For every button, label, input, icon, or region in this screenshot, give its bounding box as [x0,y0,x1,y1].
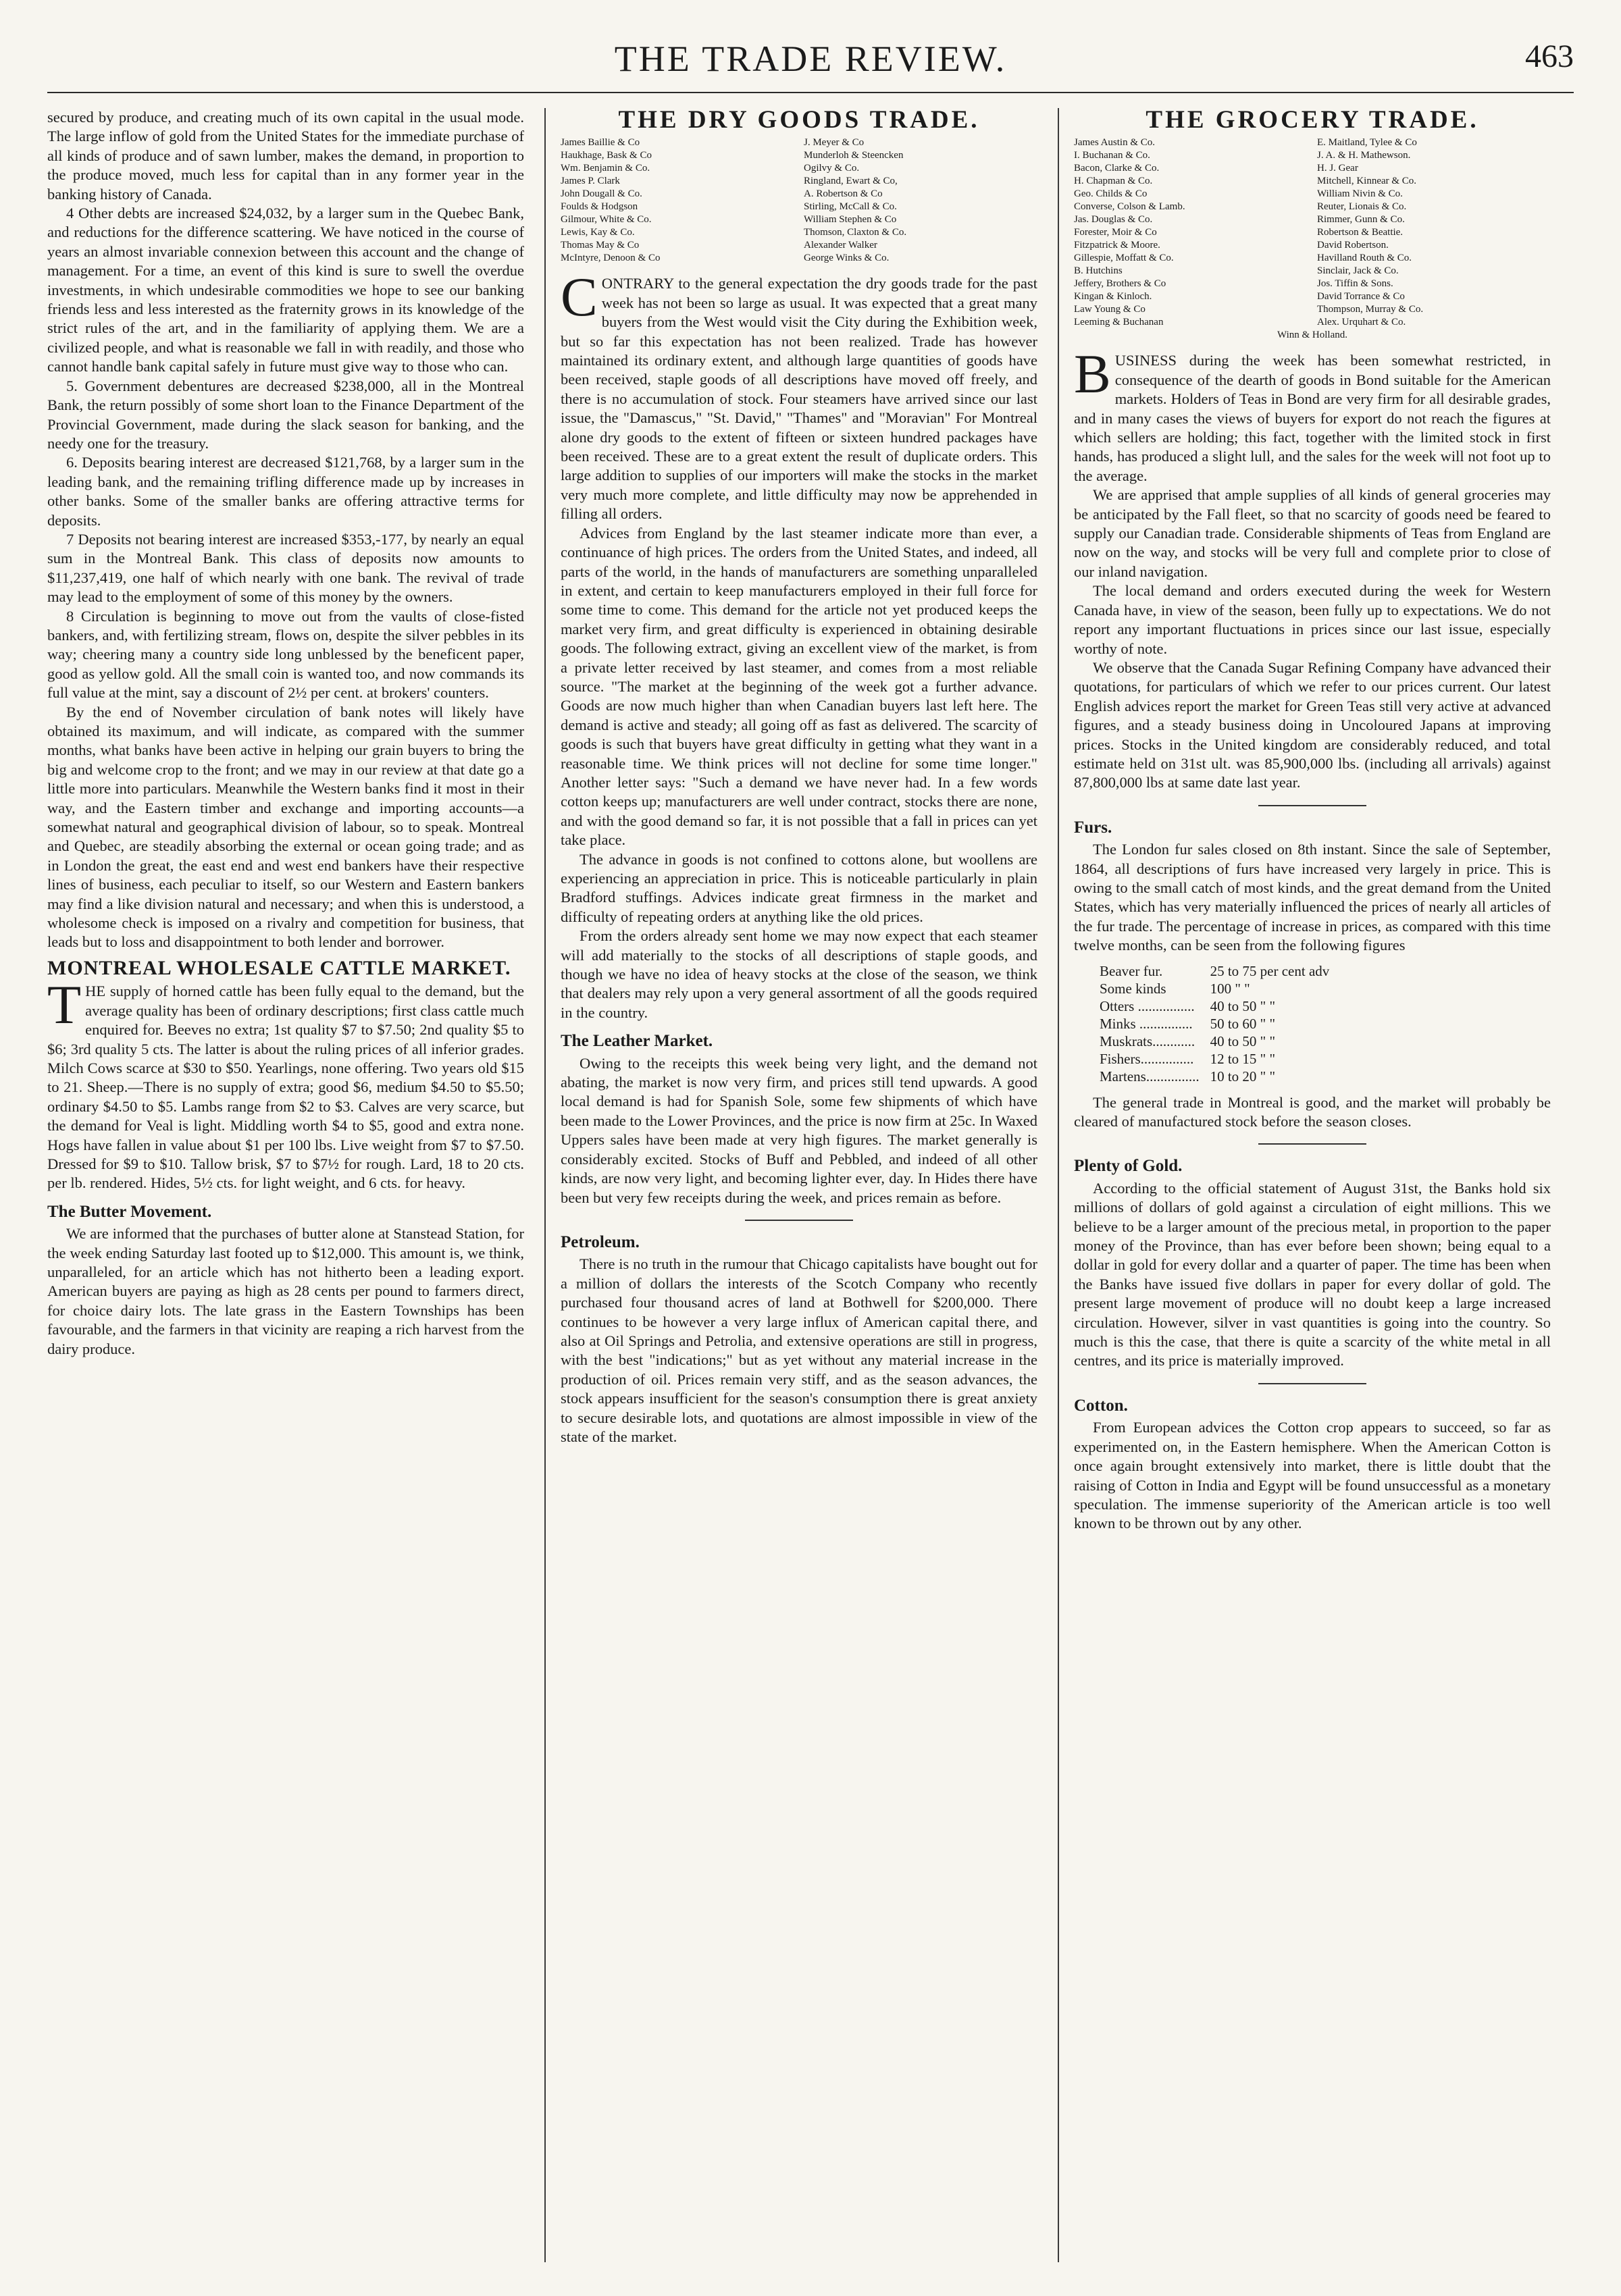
firm-name: George Winks & Co. [804,253,890,264]
firm-name: Ringland, Ewart & Co, [804,176,898,187]
dropcap: C [561,266,598,328]
divider [1258,1383,1366,1384]
table-cell: Muskrats............ [1100,1033,1195,1049]
firm-name: Jeffery, Brothers & Co [1074,278,1166,290]
dry-goods-para: The advance in goods is not confined to cottons alone, but woollens are experiencing an appreciation in price. This is noticeable particularly in plain Bradford stuffings. Advices indicate great firmness in the market and difficulty of repeating orders at anything like the old prices. [561,850,1037,925]
firm-name: J. Meyer & Co [804,137,865,149]
table-cell: 25 to 75 per cent adv [1210,962,1330,979]
firm-name: Law Young & Co [1074,304,1146,315]
table-cell: Fishers............... [1100,1050,1194,1067]
cattle-market-heading: MONTREAL WHOLESALE CATTLE MARKET. [47,956,511,979]
table-cell: 40 to 50 " " [1210,997,1276,1014]
gold-heading: Plenty of Gold. [1074,1157,1183,1176]
firm-name: Gilmour, White & Co. [561,214,652,226]
page-title: THE TRADE REVIEW. [614,38,1007,79]
firm-name: Wm. Benjamin & Co. [561,163,650,174]
firm-name: Jos. Tiffin & Sons. [1317,278,1393,290]
table-row [1094,980,1335,997]
firm-name: E. Maitland, Tylee & Co [1317,137,1417,149]
paragraph: 6. Deposits bearing interest are decreased $121,768, by a larger sum in the leading bank, and the remaining trifling difference made up by increases in other banks. Some of the smaller banks are offering attractive terms for deposits. [47,454,524,529]
grocery-para: We are apprised that ample supplies of all kinds of general groceries may be anticipated by the Fall fleet, so that no scarcity of goods need be feared to supply our Canadian trade. Considerable shipments of Teas from England are now on the way, and stocks will be very full and complete prior to close of our inland navigation. [1074,486,1551,580]
firm-name: Alexander Walker [804,240,877,251]
dry-goods-para: From the orders already sent home we may now expect that each steamer will add materially to the stocks of all descriptions of staple goods, and though we have no idea of heavy stocks at the close of the season, we think that dealers may rely upon a very general assortment of all the goods required in the country. [561,927,1037,1021]
table-cell: 100 " " [1210,980,1250,997]
table-row [1094,1015,1335,1033]
paragraph: By the end of November circulation of bank notes will likely have obtained its maximum, and will indicate, as compared with the summer months, what banks have been active in helping our grain buyers to bring the big and welcome crop to the front; and we may in our review at that date go a little more into particulars. Meanwhile the Western banks find it most in their way, and the Eastern timber and exchange and importing accounts—a somewhat natural and geographical division of labour, so to speak. Montreal and Quebec, are steadily absorbing the external or ocean going trade; and as in London the great, the east end and west end bankers have their respective lines of business, each peculiar to itself, so our Western and Eastern bankers may find a like division natural and necessary; and when this is understood, a wholesome check is imposed on a rivalry and competition for business, that leads but to loss and disappointment to both lender and borrower. [47,703,524,951]
firm-name: H. J. Gear [1317,163,1358,174]
gold-text: According to the official statement of August 31st, the Banks hold six millions of dollars of gold against a circulation of eight millions. This we believe to be a larger amount of the precious metal, in proportion to the paper money of the Province, than has ever before been shown; being equal to a dollar in gold for every dollar and a quarter of paper. The time has been when the Banks have issued five dollars in paper for every dollar of gold. The present large movement of produce will no doubt keep a large increased circulation. However, silver in vast quantities is going into the country. So much is this the case, that there is quite a scarcity of the white metal in all centres, and its price is materially improved. [1074,1179,1551,1369]
divider [1258,1143,1366,1145]
grocery-para [1074,343,1551,486]
firm-name: Ogilvy & Co. [804,163,860,174]
firm-name: H. Chapman & Co. [1074,176,1153,187]
firm-name: Sinclair, Jack & Co. [1317,265,1399,277]
firm-name: Winn & Holland. [1277,330,1347,341]
firm-name: I. Buchanan & Co. [1074,150,1150,161]
furs-text: The London fur sales closed on 8th instant. Since the sale of September, 1864, all descriptions of furs have increased very largely in price. This is owing to the small catch of most kinds, and the great demand from the United States, which has very materially influenced the prices of nearly all articles of the fur trade. The percentage of increase in prices, as compared with this time twelve months, can be seen from the following figures [1074,841,1551,954]
column-divider [1058,108,1059,2262]
furs-after: The general trade in Montreal is good, and the market will probably be cleared of manufactured stock before the season closes. [1074,1093,1551,1130]
paragraph: 7 Deposits not bearing interest are increased $353,-177, by nearly an equal sum in the Montreal Bank. This class of deposits now amounts to $11,237,419, one half of which nearly with one bank. The revival of trade may lead to the employment of some of this money by the owners. [47,530,524,606]
column-left [47,108,524,2269]
paragraph: 4 Other debts are increased $24,032, by a larger sum in the Quebec Bank, and reductions for the difference scattering. We have noticed in the course of years an almost invariable connexion between this account and the change of management. For a time, an event of this kind is sure to swell the overdue investments, in which undesirable commodities we hope to see our banking friends less and less interested as the fraternity grows in its knowledge of the strict rules of the art, and in the familiarity of applying them. We are a civilized people, and what is reasonable we fall in with readily, and those who cannot handle bank capital safely in future must give way to those who can. [47,205,524,375]
paragraph: secured by produce, and creating much of its own capital in the usual mode. The large inflow of gold from the United States for the immediate purchase of all kinds of produce and of sawn lumber, makes the demand, in proportion to the produce moved, much less for capital than in any former year in the banking history of Canada. [47,109,524,203]
firm-name: Thomson, Claxton & Co. [804,227,907,238]
dry-goods-heading: THE DRY GOODS TRADE. [618,108,980,134]
firm-name: Foulds & Hodgson [561,201,638,213]
column-right [1074,108,1551,2269]
table-cell: 40 to 50 " " [1210,1033,1276,1049]
firm-name: William Nivin & Co. [1317,188,1403,200]
firm-name: John Dougall & Co. [561,188,642,200]
table-row [1094,997,1335,1015]
firm-name: James P. Clark [561,176,620,187]
table-cell: Otters ................ [1100,997,1195,1014]
table-cell: Some kinds [1100,980,1166,997]
table-row [1094,1033,1335,1050]
firm-name: A. Robertson & Co [804,188,883,200]
divider [1258,805,1366,806]
column-divider [544,108,546,2262]
paragraph: 5. Government debentures are decreased $238,000, all in the Montreal Bank, the return possibly of some short loan to the Finance Department of the Provincial Government, made during the slack season for banking, and the needy one for the treasury. [47,377,524,452]
petroleum-heading: Petroleum. [561,1232,640,1251]
dropcap: B [1074,343,1111,405]
firm-name: Munderloh & Steencken [804,150,904,161]
table-row [1094,1050,1335,1068]
firm-name: Lewis, Kay & Co. [561,227,635,238]
firm-name: James Austin & Co. [1074,137,1156,149]
page-number: 463 [1525,38,1574,74]
grocery-body: USINESS during the week has been somewhat restricted, in consequence of the dearth of goods in Bond suitable for the American markets. Holders of Teas in Bond are very firm for all desirable grades, and in many cases the views of buyers for export do not reach the figures at which sellers are holding; this fact, together with the limited stock in first hands, has produced a slight lull, and the sales for the week will not foot up to the average. [1074,352,1551,484]
firm-name: J. A. & H. Mathewson. [1317,150,1411,161]
paragraph: 8 Circulation is beginning to move out from the vaults of close-fisted bankers, and, with fertilizing stream, flows on, despite the silver pebbles in its way; cheering many a country side long unblessed by the beneficent paper, good as yellow gold. All the small coin is wanted too, and now commands its full value at the mint, say a discount of 2½ per cent. at brokers' counters. [47,607,524,702]
firm-name: Alex. Urquhart & Co. [1317,317,1406,328]
butter-heading: The Butter Movement. [47,1202,212,1221]
firm-name: Thompson, Murray & Co. [1317,304,1424,315]
divider [745,1220,853,1221]
firm-name: Thomas May & Co [561,240,640,251]
grocery-heading: THE GROCERY TRADE. [1146,108,1479,134]
dry-goods-body: ONTRARY to the general expectation the dry goods trade for the past week has not been so large as usual. It was expected that a great many buyers from the West would visit the City during the Exhibition week, but so far this expectation has not been realized. Trade has however maintained its ordinary extent, and although large quantities of goods have been received, staple goods of all descriptions have moved off freely, and there is no accumulation of stock. Four steamers have arrived since our last issue, the "Damascus," "St. David," "Thames" and "Moravian" For Montreal alone dry goods to the extent of fifteen or sixteen hundred packages have been received. These are to a great extent the result of duplicate orders. This large addition to supplies of our importers will make the stocks in the market very much more complete, and little difficulty may now be apprehended in filling all orders. [561,275,1037,523]
firm-name: Gillespie, Moffatt & Co. [1074,253,1174,264]
firm-name: Robertson & Beattie. [1317,227,1404,238]
cattle-market-text [47,974,524,1193]
column-middle [561,108,1037,2269]
firm-name: Rimmer, Gunn & Co. [1317,214,1405,226]
grocery-para: We observe that the Canada Sugar Refining Company have advanced their quotations, for particulars of which we refer to our prices current. Our latest English advices report the market for Green Teas still very active at advanced figures, and a steady business doing in Uncoloured Japans at improving prices. Stocks in the United kingdom are considerably reduced, and total estimate held on 31st ult. was 85,900,000 lbs. (including all arrivals) against 87,800,000 lbs at same date last year. [1074,658,1551,791]
table-row [1094,1068,1335,1085]
firm-name: Fitzpatrick & Moore. [1074,240,1160,251]
furs-table [1094,962,1335,1085]
firm-name: Leeming & Buchanan [1074,317,1164,328]
table-cell: 50 to 60 " " [1210,1015,1276,1032]
leather-heading: The Leather Market. [561,1032,713,1051]
firm-name: Kingan & Kinloch. [1074,291,1152,303]
firm-name: Reuter, Lionais & Co. [1317,201,1407,213]
firm-name: William Stephen & Co [804,214,897,226]
firm-name: James Baillie & Co [561,137,640,149]
cattle-market-body: HE supply of horned cattle has been fully equal to the demand, but the average quality has been of ordinary descriptions; first class cattle much enquired for. Beeves no extra; 1st quality $7 to $7.50; 2nd quality $5 to $6; 3rd quality 5 cts. The latter is about the ruling prices of all inferior grades. Milch Cows scarce at $30 to $50. Yearlings, none offering. Two years old $15 to 21. Sheep.—There is no supply of extra; good $6, medium $4.50 to $5.50; ordinary $4.50 to $5. Lambs range from $2 to $3. Calves are very scarce, but the demand for Veal is light. Middling worth $4 to $5, good and extra none. Hogs have fallen in value about $1 per 100 lbs. Live weight from $7 to $7.50. Dressed for $9 to $10. Tallow brisk, $7 to $7½ for rough. Lard, 18 to 20 cts. per lb. rendered. Hides, 5½ cts. for light weight, and 6 cts. for heavy. [47,983,524,1192]
table-row [1094,962,1335,980]
firm-name: Jas. Douglas & Co. [1074,214,1153,226]
table-cell: 12 to 15 " " [1210,1050,1276,1067]
firm-name: David Torrance & Co [1317,291,1405,303]
firm-name: Mitchell, Kinnear & Co. [1317,176,1417,187]
firm-name: McIntyre, Denoon & Co [561,253,661,264]
petroleum-text: There is no truth in the rumour that Chicago capitalists have bought out for a million of dollars the interests of the Scotch Company who recently purchased four thousand acres of land at Bothwell for $200,000. There continues to be however a very large influx of American capital there, and also at Oil Springs and Petrolia, and extensive operations are still in progress, with the best "indications;" but as yet without any material increase in the production of oil. Prices remain very stiff, and as the season advances, the stock appears insufficient for the season's consumption there is great anxiety to secure desirable lots, and quotations are almost impossible in view of the state of the market. [561,1255,1037,1445]
firm-name: David Robertson. [1317,240,1389,251]
butter-text: We are informed that the purchases of butter alone at Stanstead Station, for the week ending Saturday last footed up to $12,000. This amount is, we think, unparalleled, for an article which has not hitherto been a leading export. American buyers are paying as high as 28 cents per pound to farmers direct, for choice dairy lots. The late grass in the Eastern Townships has been favourable, and the farmers in that vicinity are reaping a rich harvest from the dairy produce. [47,1225,524,1357]
table-cell: 10 to 20 " " [1210,1068,1276,1085]
table-cell: Minks ............... [1100,1015,1193,1032]
leather-text: Owing to the receipts this week being very light, and the demand not abating, the market is now very firm, and prices still tend upwards. A good local demand is had for Spanish Sole, some few shipments of which have been made to the Lower Provinces, and the price is now firm at 25c. In Waxed Uppers sales have been made at very high figures. The market generally is considerably excited. Stocks of Buff and Pebbled, and indeed of all other kinds, are now very light, and becoming lighter ever, day. In Hides there have been but very few receipts during the week, and prices remain as before. [561,1054,1037,1206]
cotton-text: From European advices the Cotton crop appears to succeed, so far as experimented on, in the Eastern hemisphere. When the American Cotton is once again brought extensively into market, there is little doubt that the raising of Cotton in India and Egypt will be found unsuccessful as a monetary speculation. The immense superiority of the American article is too well known to be thrown out by any other. [1074,1419,1551,1532]
firm-name: Converse, Colson & Lamb. [1074,201,1185,213]
furs-heading: Furs. [1074,818,1112,837]
firm-name: Havilland Routh & Co. [1317,253,1412,264]
dry-goods-para: Advices from England by the last steamer indicate more than ever, a continuance of high prices. The orders from the United States, and indeed, all parts of the world, in the hands of manufacturers are something unparalleled in extent, and certain to keep manufacturers employed in their full force for some time to come. This demand for the article not yet produced keeps the market very firm, and great difficulty is experienced in obtaining desirable goods. The following extract, giving an excellent view of the market, is from a private letter received by last steamer, and comes from a most reliable source. "The market at the beginning of the week got a further advance. Goods are now much higher than when Canadian buyers last left here. The demand is active and steady; all going off as fast as delivered. The scarcity of goods is such that buyers have great difficulty in getting what they want in a reasonable time. We think prices will not decline for some time longer." Another letter says: "Such a demand we have never had. In a few words cotton keeps up; manufacturers are well under contract, stocks there are none, and with the good demand so far, it is not possible that a fall in prices can yet take place. [561,524,1037,849]
table-cell: Martens............... [1100,1068,1200,1085]
firm-name: Haukhage, Bask & Co [561,150,652,161]
running-head [47,30,1574,93]
dropcap: T [47,974,82,1036]
firm-name: B. Hutchins [1074,265,1123,277]
table-cell: Beaver fur. [1100,962,1163,979]
firm-name: Geo. Childs & Co [1074,188,1148,200]
firm-name: Forester, Moir & Co [1074,227,1157,238]
grocery-para: The local demand and orders executed during the week for Western Canada have, in view of the season, been fully up to expectations. We do not report any important fluctuations in prices since our last issue, especially worthy of note. [1074,582,1551,657]
grocery-firm-list [1074,136,1551,342]
firm-name: Stirling, McCall & Co. [804,201,897,213]
firm-name: Bacon, Clarke & Co. [1074,163,1160,174]
dry-goods-firm-list [561,136,1037,265]
cotton-heading: Cotton. [1074,1396,1128,1415]
dry-goods-para [561,266,1037,523]
